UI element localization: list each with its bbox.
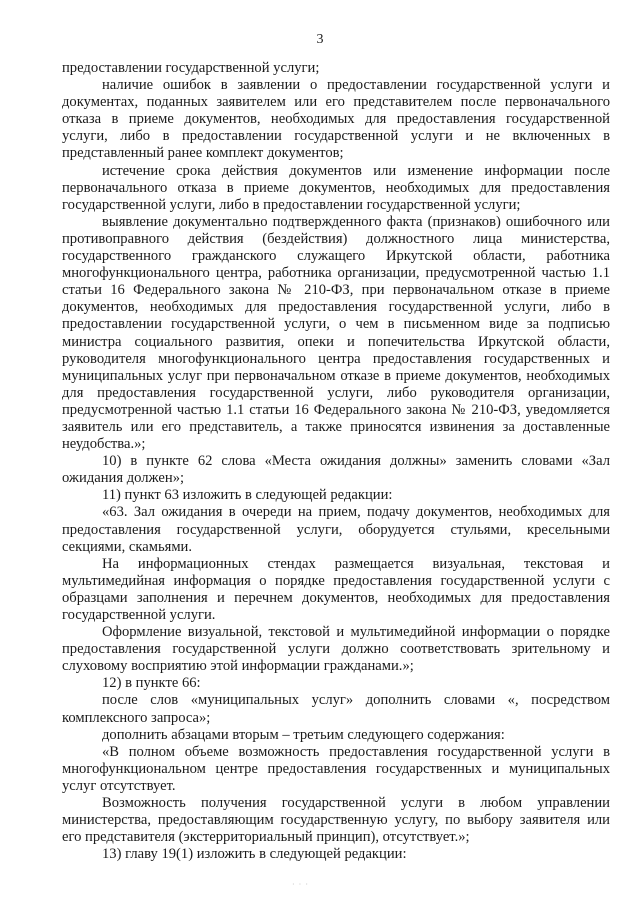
paragraph: дополнить абзацами вторым – третьим следующего содержания: <box>102 726 505 743</box>
paragraph: 11) пункт 63 изложить в следующей редакции: <box>102 487 393 504</box>
document-body <box>62 60 610 863</box>
paragraph: Оформление визуальной, текстовой и мультимедийной информации о порядке предоставления государственной услуги должно соответствовать зрительному и слуховому восприятию этой информации гражданами.»; <box>62 624 610 675</box>
paragraph: наличие ошибок в заявлении о предоставлении государственной услуги и документах, поданных заявителем или его представителем после первоначального отказа в приеме документов, необходимых для предоставления государственной услуги, либо в предоставлении государственной услуги и не включенных в представленный ранее комплект документов; <box>62 77 610 162</box>
paragraph: На информационных стендах размещается визуальная, текстовая и мультимедийная информация о порядке предоставления государственной услуги с образцами заполнения и перечнем документов, необходимых для предоставления государственной услуги. <box>62 555 610 623</box>
paragraph: выявление документально подтвержденного факта (признаков) ошибочного или противоправного действия (бездействия) должностного лица министерства, государственного гражданского служащего Иркутской области, работника многофункционального центра, работника организации, предусмотренной частью 1.1 статьи 16 Федерального закона № 210-ФЗ, при первоначальном отказе в приеме документов, необходимых для предоставления государственной услуги, либо в предоставлении государственной услуги, о чем в письменном виде за подписью министра социального развития, опеки и попечительства Иркутской области, руководителя многофункционального центра предоставления государственных и муниципальных услуг при первоначальном отказе в приеме документов, необходимых для предоставления государственной услуги, либо руководителя организации, предусмотренной частью 1.1 статьи 16 Федерального закона № 210-ФЗ, уведомляется заявитель или его представитель, а также приносятся извинения за доставленные неудобства.»; <box>62 213 610 453</box>
paragraph: истечение срока действия документов или изменение информации после первоначального отказа в приеме документов, необходимых для предоставления государственной услуги, либо в предоставлении государственной услуги; <box>62 162 610 213</box>
paragraph: 12) в пункте 66: <box>102 675 201 692</box>
paragraph: после слов «муниципальных услуг» дополнить словами «, посредством комплексного запроса»; <box>62 692 610 726</box>
paragraph: Возможность получения государственной услуги в любом управлении министерства, предоставляющим государственную услугу, по выбору заявителя или его представителя (экстерриториальный принцип), отсутствует.»; <box>62 795 610 846</box>
paragraph: «63. Зал ожидания в очереди на прием, подачу документов, необходимых для предоставления государственной услуги, оборудуется стульями, кресельными секциями, скамьями. <box>62 504 610 555</box>
scan-artifact-mark: · · · <box>292 880 309 889</box>
page-number: 3 <box>316 32 324 47</box>
paragraph: 10) в пункте 62 слова «Места ожидания должны» заменить словами «Зал ожидания должен»; <box>62 453 610 487</box>
paragraph: «В полном объеме возможность предоставления государственной услуги в многофункциональном центре предоставления государственных и муниципальных услуг отсутствует. <box>62 743 610 794</box>
paragraph: 13) главу 19(1) изложить в следующей редакции: <box>102 846 407 863</box>
paragraph: предоставлении государственной услуги; <box>62 60 320 76</box>
